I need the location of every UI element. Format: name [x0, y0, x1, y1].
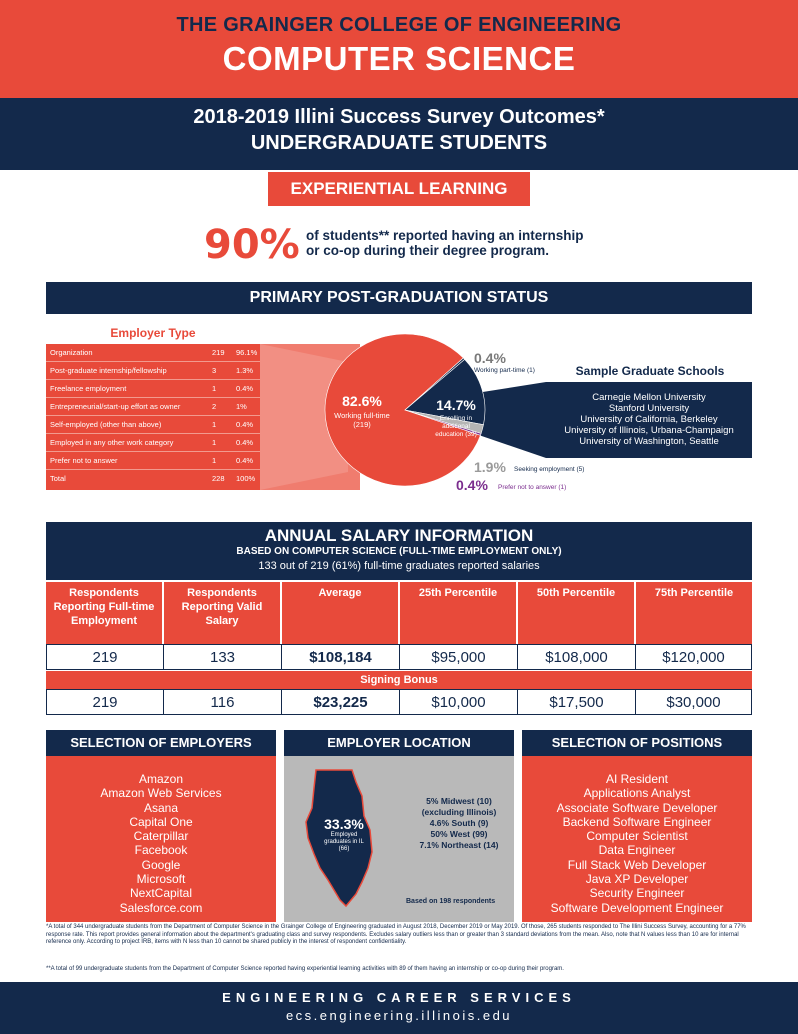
employer-row-pct: 0.4% [236, 420, 254, 429]
employer-row-label: Entrepreneurial/start-up effort as owner [50, 402, 181, 411]
illinois-label [314, 832, 374, 853]
education-label-3: education (39) [435, 431, 477, 438]
prefer-label: Prefer not to answer (1) [498, 484, 567, 491]
employer-item: Microsoft [136, 872, 186, 887]
salary-cell: $108,000 [518, 644, 636, 670]
location-stat: 50% West (99) [430, 829, 488, 839]
location-stat: (excluding Illinois) [421, 807, 497, 817]
location-stats [414, 796, 504, 851]
salary-col-header: 75th Percentile [636, 582, 752, 644]
seeking-pct-label: 1.9% [474, 459, 506, 475]
location-respondents: Based on 198 respondents [406, 898, 496, 905]
experiential-text-line2: or co-op during their degree program. [306, 243, 550, 258]
employer-row-label: Total [50, 474, 66, 483]
signing-bonus-label: Signing Bonus [46, 671, 752, 689]
parttime-pct-label: 0.4% [474, 350, 506, 366]
fulltime-pct-label: 82.6% [342, 393, 382, 409]
salary-note: 133 out of 219 (61%) full-time graduates reported salaries [258, 560, 540, 572]
position-item: Applications Analyst [583, 786, 691, 801]
bonus-cell: $30,000 [636, 689, 752, 715]
bonus-cell-average: $23,225 [282, 689, 400, 715]
prefer-pct-label: 0.4% [456, 477, 488, 493]
salary-col-header: Average [282, 582, 400, 644]
employer-item: Google [141, 857, 181, 872]
survey-subtitle: UNDERGRADUATE STUDENTS [250, 132, 548, 154]
employer-row-pct: 0.4% [236, 456, 254, 465]
salary-col-header: 25th Percentile [400, 582, 518, 644]
location-heading: EMPLOYER LOCATION [284, 730, 514, 756]
experiential-percent: 90% [204, 222, 300, 268]
illinois-pct: 33.3% [324, 816, 364, 832]
position-item: AI Resident [605, 772, 669, 786]
employer-row-count: 228 [212, 474, 225, 483]
employers-list [46, 772, 276, 915]
salary-title: ANNUAL SALARY INFORMATION [264, 526, 534, 545]
education-label-1: Enrolling in [439, 415, 473, 422]
employer-row-pct: 1% [236, 402, 247, 411]
employer-row-count: 2 [212, 402, 217, 411]
footnote-2: **A total of 99 undergraduate students from the Department of Computer Science reported having experiential learning activities with 89 of them having an internship or co-op during their program. [46, 966, 564, 972]
grad-school-item: University of Washington, Seattle [579, 436, 719, 447]
employer-row-count: 3 [212, 366, 217, 375]
salary-col-header: Respondents Reporting Full-time Employment [46, 582, 164, 644]
grad-school-item: Carnegie Mellon University [592, 392, 706, 403]
position-item: Java XP Developer [585, 872, 689, 887]
department-name: COMPUTER SCIENCE [222, 40, 576, 77]
employer-type-title: Employer Type [110, 326, 196, 340]
salary-cell: 219 [46, 644, 164, 670]
employer-row-count: 1 [212, 420, 217, 429]
position-item: Computer Scientist [586, 829, 688, 844]
experiential-text-line1: of students** reported having an internship [306, 228, 584, 243]
education-pct-label: 14.7% [436, 397, 476, 413]
footer-url-link[interactable]: ecs.engineering.illinois.edu [285, 1008, 513, 1023]
position-item: Software Development Engineer [550, 900, 724, 915]
location-stat: 4.6% South (9) [429, 818, 489, 828]
salary-subtitle: BASED ON COMPUTER SCIENCE (FULL-TIME EMPLOYMENT ONLY) [236, 546, 562, 557]
employer-row-label: Employed in any other work category [50, 438, 174, 447]
position-item: Full Stack Web Developer [567, 857, 707, 872]
salary-cell: 133 [164, 644, 282, 670]
employers-heading: SELECTION OF EMPLOYERS [46, 730, 276, 756]
employer-row-label: Prefer not to answer [50, 456, 118, 465]
employer-row-label: Freelance employment [50, 384, 127, 393]
status-heading: PRIMARY POST-GRADUATION STATUS [46, 282, 752, 314]
positions-heading: SELECTION OF POSITIONS [522, 730, 752, 756]
location-stat: 5% Midwest (10) [426, 796, 492, 806]
grad-school-item: University of Illinois, Urbana-Champaign [564, 425, 734, 436]
grad-schools-title: Sample Graduate Schools [575, 364, 725, 378]
employer-row-label: Organization [50, 348, 93, 357]
employer-row-label: Post-graduate internship/fellowship [50, 366, 167, 375]
salary-cell-average: $108,184 [282, 644, 400, 670]
employer-row-pct: 0.4% [236, 384, 254, 393]
employer-item: NextCapital [129, 886, 193, 901]
grad-school-item: Stanford University [608, 403, 690, 414]
employer-row-pct: 96.1% [236, 348, 258, 357]
education-label-2: additional [442, 423, 470, 430]
salary-cell: $120,000 [636, 644, 752, 670]
illinois-label-2: graduates in IL [324, 839, 364, 845]
employer-row-count: 1 [212, 438, 217, 447]
salary-cell: $95,000 [400, 644, 518, 670]
location-stat: 7.1% Northeast (14) [419, 840, 499, 850]
bonus-cell: 116 [164, 689, 282, 715]
bonus-cell: $17,500 [518, 689, 636, 715]
illinois-label-1: Employed [330, 832, 358, 838]
employer-row-count: 1 [212, 384, 217, 393]
grad-schools-list [546, 382, 752, 458]
employer-row-pct: 1.3% [236, 366, 254, 375]
college-name: THE GRAINGER COLLEGE OF ENGINEERING [176, 14, 622, 36]
employer-row-pct: 100% [236, 474, 256, 483]
footnote-1: *A total of 344 undergraduate students from the Department of Computer Science in the Grainger College of Engineering graduated in August 2018, December 2019 or May 2019. Of those, 265 students responded to The Illini Success Survey, accounting for a 77% response rate. This report provides general information about the department's graduating class and survey respondents. Excludes salary outliers less than or greater than 3 standard deviations from the mean. Also, note that N values less than 10 are for internal reference only. According to project IRB, items with N less than 10 cannot be shared publicly in the interest of respondent confidentiality. [46, 924, 746, 946]
seeking-label: Seeking employment (5) [514, 466, 585, 473]
experiential-learning-heading: EXPERIENTIAL LEARNING [268, 172, 530, 206]
survey-title: 2018-2019 Illini Success Survey Outcomes* [193, 106, 605, 128]
parttime-label: Working part-time (1) [474, 367, 535, 374]
employer-row-pct: 0.4% [236, 438, 254, 447]
bonus-cell: $10,000 [400, 689, 518, 715]
position-item: Associate Software Developer [556, 800, 718, 815]
employer-item: Amazon Web Services [100, 786, 222, 801]
fulltime-n-label: (219) [353, 420, 371, 429]
employer-item: Amazon [138, 772, 184, 786]
employer-item: Salesforce.com [119, 900, 203, 915]
illinois-label-3: (66) [338, 846, 350, 852]
bonus-cell: 219 [46, 689, 164, 715]
position-item: Security Engineer [589, 886, 685, 901]
employer-row-count: 1 [212, 456, 217, 465]
employer-item: Asana [143, 800, 179, 815]
position-item: Backend Software Engineer [562, 814, 712, 829]
employer-item: Capital One [129, 814, 193, 829]
salary-col-header: 50th Percentile [518, 582, 636, 644]
employer-row-count: 219 [212, 348, 225, 357]
grad-school-item: University of California, Berkeley [580, 414, 718, 425]
footer-org: ENGINEERING CAREER SERVICES [222, 990, 576, 1005]
fulltime-label: Working full-time [334, 411, 390, 420]
salary-col-header: Respondents Reporting Valid Salary [164, 582, 282, 644]
employer-item: Caterpillar [133, 829, 189, 844]
position-item: Data Engineer [598, 843, 676, 858]
employer-row-label: Self-employed (other than above) [50, 420, 162, 429]
employer-item: Facebook [134, 843, 188, 858]
positions-list [522, 772, 752, 915]
